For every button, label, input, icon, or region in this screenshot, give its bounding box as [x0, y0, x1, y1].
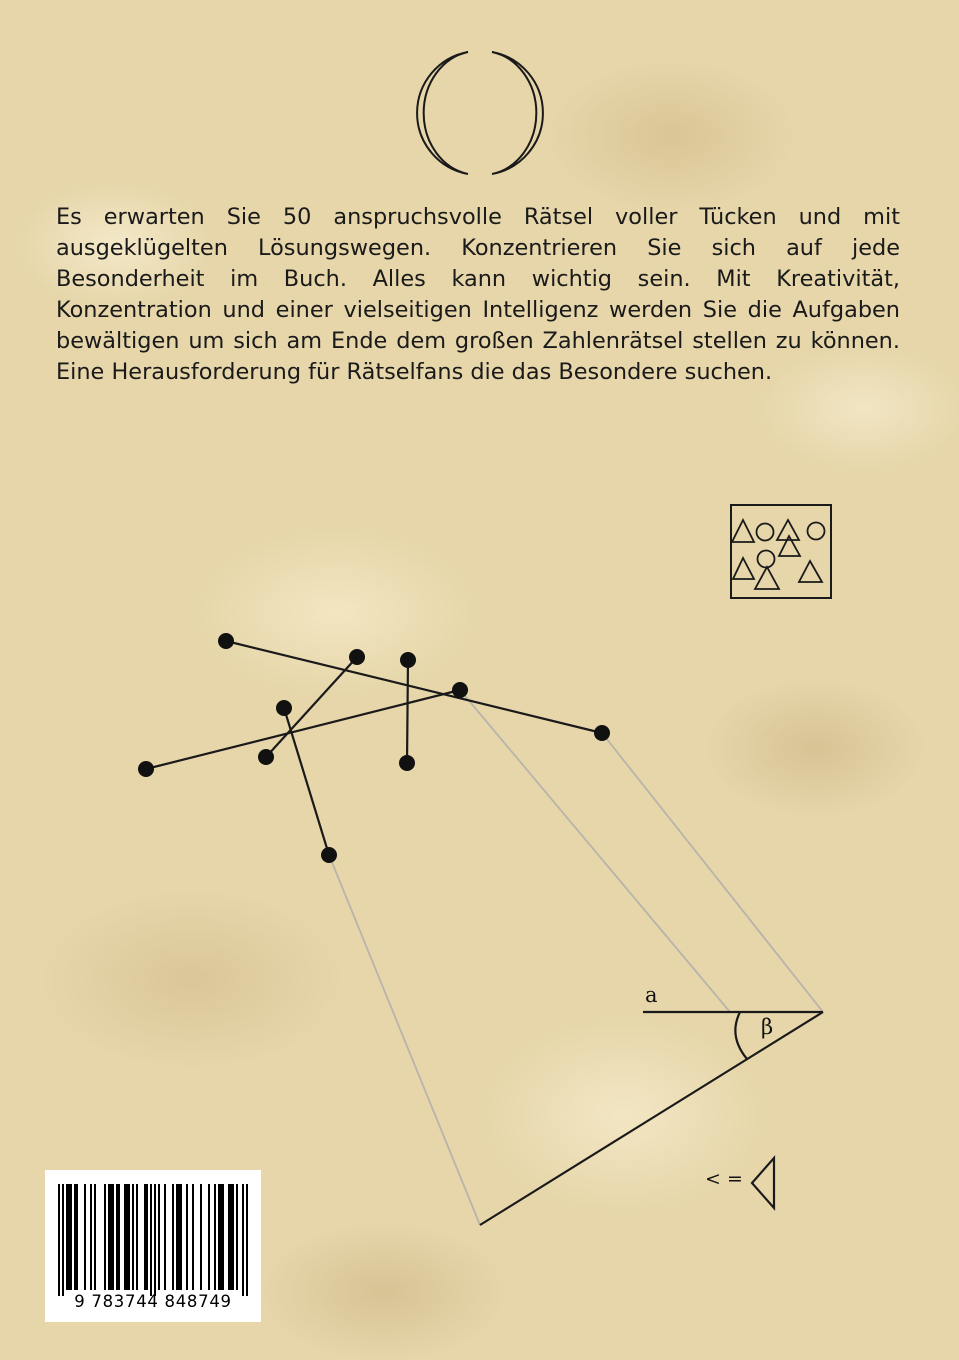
barcode-bar — [94, 1184, 96, 1290]
barcode-bar — [228, 1184, 230, 1290]
barcode-digits: 9 783744 848749 — [74, 1292, 232, 1311]
barcode-bar — [176, 1184, 178, 1290]
constellation-dot — [399, 755, 415, 771]
barcode-bar — [124, 1184, 126, 1290]
barcode-bar — [186, 1184, 188, 1290]
barcode-bar — [76, 1184, 78, 1290]
barcode-bar — [66, 1184, 68, 1290]
construction-lines — [329, 690, 823, 1225]
barcode-bar — [200, 1184, 202, 1290]
barcode-bar — [150, 1184, 152, 1296]
angle-construction — [480, 1012, 823, 1225]
constellation-dot — [400, 652, 416, 668]
barcode-bar — [108, 1184, 110, 1290]
barcode-bar — [172, 1184, 174, 1290]
barcode-bar — [70, 1184, 72, 1290]
blurb-text: Es erwarten Sie 50 anspruchsvolle Rätsel voller Tücken und mit ausgeklügelten Lösungswegen. Konzentrieren Sie sich auf jede Besonderheit im Buch. Alles kann wichtig sein. Mit Kreativität, Konzentration und einer vielseitigen Intelligenz werden Sie die Aufgaben bewältigen um sich am Ende dem großen Zahlenrätsel stellen zu können. Eine Herausforderung für Rätselfans die das Besondere suchen. — [56, 204, 900, 385]
barcode-bar — [84, 1184, 86, 1290]
barcode-bar — [236, 1184, 238, 1290]
constellation-dot — [594, 725, 610, 741]
constellation-dot — [138, 761, 154, 777]
barcode-bar — [180, 1184, 182, 1290]
barcode-bar — [158, 1184, 160, 1290]
constellation-dot — [218, 633, 234, 649]
barcode-bar — [62, 1184, 64, 1296]
barcode-bar — [118, 1184, 120, 1290]
constellation-dot — [452, 682, 468, 698]
barcode-bar — [178, 1184, 180, 1290]
barcode-bar — [58, 1184, 60, 1296]
barcode-bar — [214, 1184, 216, 1290]
barcode-bar — [208, 1184, 210, 1290]
barcode-bar — [230, 1184, 232, 1290]
barcode-bar — [220, 1184, 222, 1290]
barcode-bar — [112, 1184, 114, 1290]
isbn-barcode — [45, 1170, 261, 1322]
arrow-hint-text: < = — [705, 1168, 743, 1190]
barcode-bar — [104, 1184, 106, 1290]
arrow-triangle-icon — [752, 1158, 774, 1208]
barcode-bar — [218, 1184, 220, 1290]
barcode-bar — [128, 1184, 130, 1290]
barcode-bar — [144, 1184, 146, 1290]
barcode-bar — [132, 1184, 134, 1290]
barcode-bar — [126, 1184, 128, 1290]
barcode-bar — [164, 1184, 166, 1290]
barcode-bar — [90, 1184, 92, 1290]
constellation-dot — [349, 649, 365, 665]
barcode-bar — [68, 1184, 70, 1290]
barcode-bar — [146, 1184, 148, 1290]
barcode-bar — [110, 1184, 112, 1290]
barcode-bar — [232, 1184, 234, 1290]
barcode-bar — [116, 1184, 118, 1290]
barcode-bar — [74, 1184, 76, 1290]
barcode-bar — [154, 1184, 156, 1296]
constellation-dot — [276, 700, 292, 716]
barcode-bar — [192, 1184, 194, 1290]
barcode-bar — [136, 1184, 138, 1290]
label-beta: β — [761, 1015, 774, 1039]
constellation-dot — [258, 749, 274, 765]
barcode-bar — [242, 1184, 244, 1296]
constellation-dot — [321, 847, 337, 863]
constellation-lines — [146, 641, 602, 855]
barcode-bar — [222, 1184, 224, 1290]
barcode-bar — [246, 1184, 248, 1296]
label-a: a — [645, 983, 658, 1007]
